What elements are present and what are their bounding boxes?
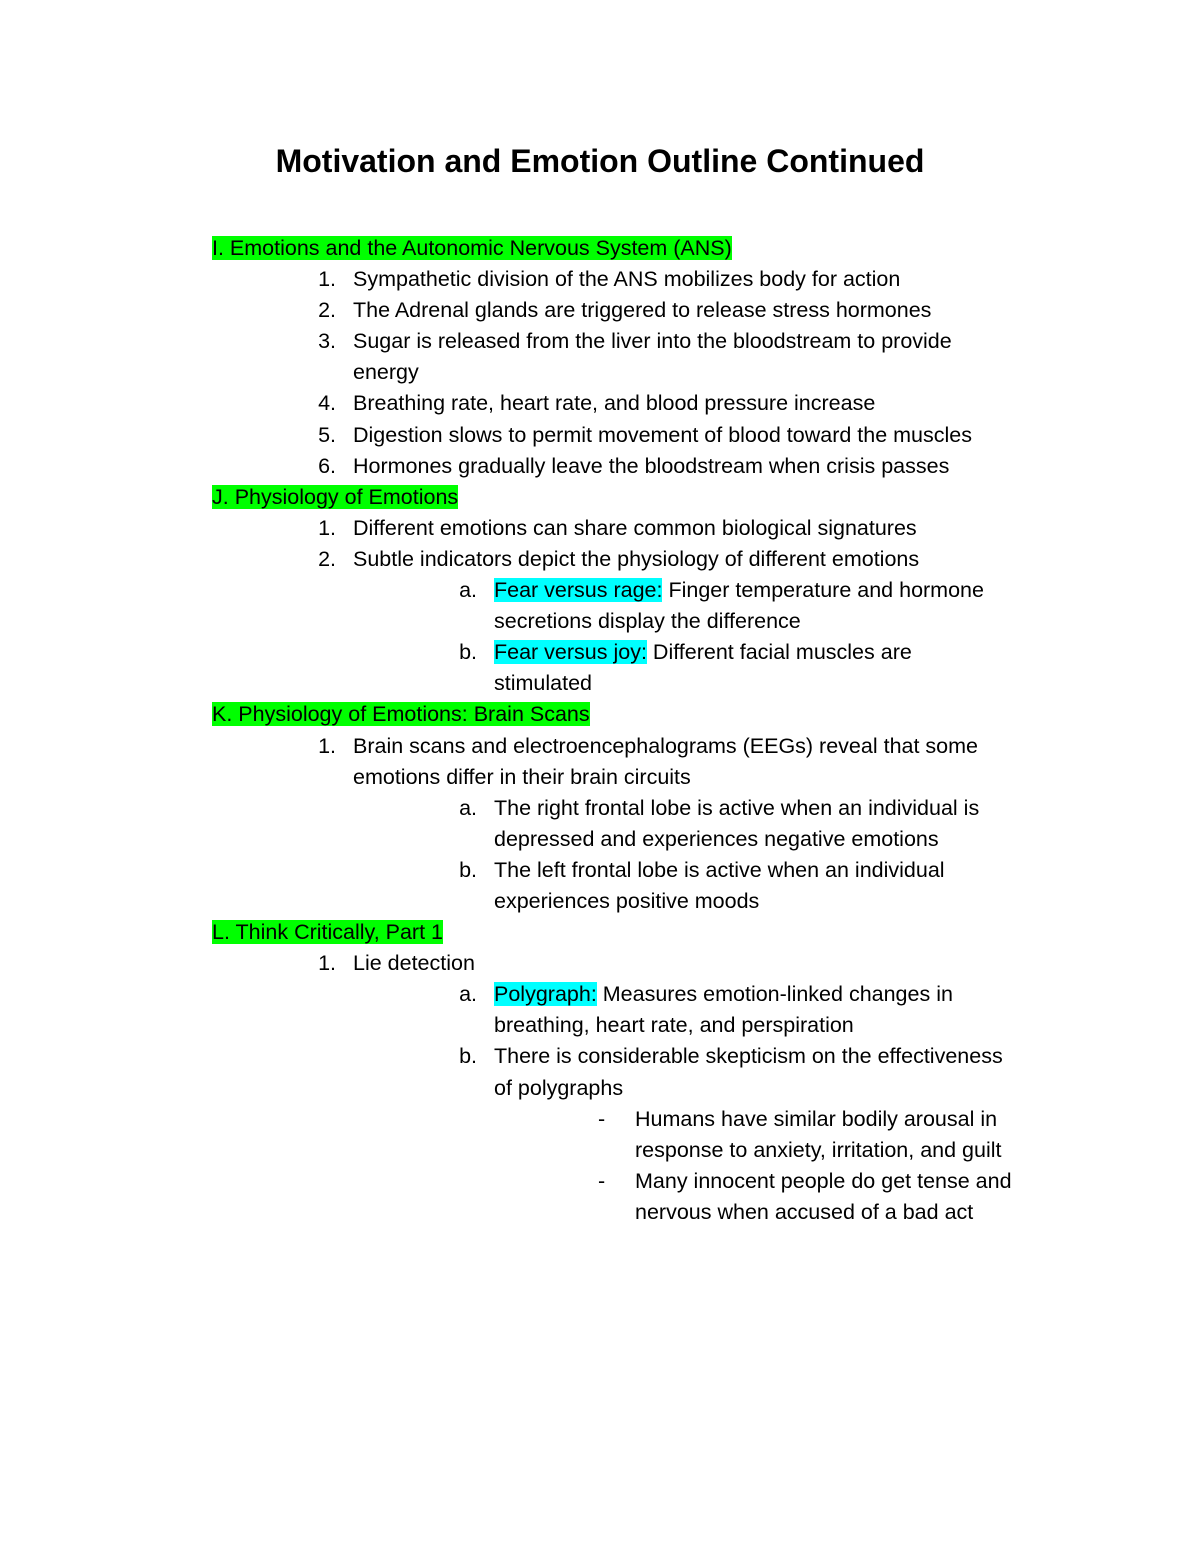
list-item: 1. Different emotions can share common biological signatures <box>318 515 917 540</box>
sub-item-continuation: stimulated <box>494 671 592 696</box>
list-item: 1. Lie detection <box>318 951 475 976</box>
bullet-item-continuation: response to anxiety, irritation, and guilt <box>635 1137 1002 1162</box>
sub-item: b. There is considerable skepticism on the effectiveness <box>459 1044 1003 1069</box>
sub-item: a. Polygraph: Measures emotion-linked changes in <box>459 982 953 1007</box>
section-heading-l: L. Think Critically, Part 1 <box>212 920 443 945</box>
list-item: 4. Breathing rate, heart rate, and blood pressure increase <box>318 391 876 416</box>
sub-item-continuation: depressed and experiences negative emotions <box>494 826 939 851</box>
sub-item: b. The left frontal lobe is active when an individual <box>459 857 945 882</box>
section-heading-j: J. Physiology of Emotions <box>212 484 459 509</box>
bullet-item: - Humans have similar bodily arousal in <box>598 1106 998 1131</box>
section-heading-i: I. Emotions and the Autonomic Nervous System (ANS) <box>212 236 732 260</box>
list-item: 5. Digestion slows to permit movement of blood toward the muscles <box>318 422 972 447</box>
bullet-item-continuation: nervous when accused of a bad act <box>635 1199 974 1224</box>
sub-item-continuation: of polygraphs <box>494 1075 624 1100</box>
highlighted-term: Polygraph: <box>494 982 597 1007</box>
sub-item: b. Fear versus joy: Different facial muscles are <box>459 640 912 665</box>
list-item: 6. Hormones gradually leave the bloodstream when crisis passes <box>318 453 950 478</box>
highlighted-term: Fear versus rage: <box>494 578 663 603</box>
list-item: 1. Brain scans and electroencephalograms (EEGs) reveal that some <box>318 733 979 758</box>
list-item: 3. Sugar is released from the liver into the bloodstream to provide <box>318 329 952 354</box>
list-item-continuation: emotions differ in their brain circuits <box>353 764 691 789</box>
section-heading-k: K. Physiology of Emotions: Brain Scans <box>212 702 590 727</box>
highlighted-term: Fear versus joy: <box>494 640 647 665</box>
sub-item: a. The right frontal lobe is active when an individual is <box>459 795 980 820</box>
list-item: 1. Sympathetic division of the ANS mobilizes body for action <box>318 267 901 292</box>
sub-item-continuation: secretions display the difference <box>494 609 801 634</box>
list-item-continuation: energy <box>353 360 419 385</box>
bullet-item: - Many innocent people do get tense and <box>598 1168 1012 1193</box>
list-item: 2. The Adrenal glands are triggered to release stress hormones <box>318 298 932 323</box>
sub-item-continuation: experiences positive moods <box>494 888 760 913</box>
page-title: Motivation and Emotion Outline Continued <box>275 143 925 179</box>
sub-item-continuation: breathing, heart rate, and perspiration <box>494 1013 854 1038</box>
list-item: 2. Subtle indicators depict the physiology of different emotions <box>318 546 920 571</box>
sub-item: a. Fear versus rage: Finger temperature and hormone <box>459 578 984 603</box>
outline <box>0 233 1200 1228</box>
